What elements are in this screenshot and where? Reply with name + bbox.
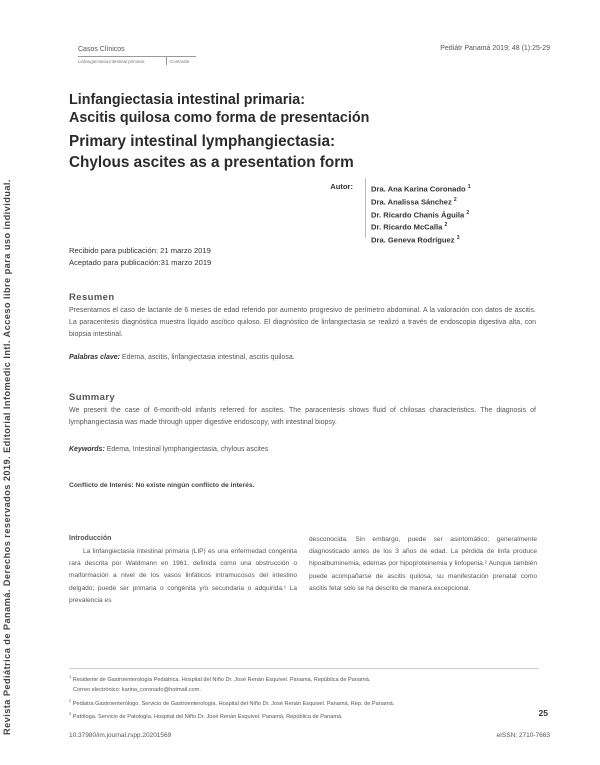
keywords-label: Palabras clave: — [69, 354, 120, 361]
eissn: eISSN: 2710-7663 — [496, 732, 550, 739]
title-en-line2: Chylous ascites as a presentation form — [69, 154, 354, 171]
resumen-text: Presentamos el caso de lactante de 6 meses de edad referido por aumento progresivo de perímetro abdominal. A la valoración con datos de ascitis. La paracentesis diagnóstica muestra líquido ascítico quiloso. El diagnóstico de linfangiectasia se realizó a través de endoscopia digestiva alta, con biopsia intestinal. — [69, 307, 536, 338]
title-es-line2: Ascitis quilosa como forma de presentación — [69, 110, 370, 126]
footnote-item: Correo electrónico: karina_coronado@hotmail.com. — [73, 687, 201, 694]
author-item: Dr. Ricardo McCalla $^2$ — [371, 222, 448, 233]
keywords-text: Edema, Intestinal lymphangiectasia, chylous ascites — [104, 446, 269, 453]
summary-heading: Summary — [69, 392, 116, 403]
intro-paragraph: desconocida. Sin embargo, puede ser asintomático; generalmente diagnosticado antes de los 3 años de edad. La pérdida de linfa produce hipoalbuminemia, edemas por hipoproteinemia y linfopenia.² Aunque también puede acompañarse de ascitis quilosa, su manifestación prenatal como ascitis fetal sólo se ha descrito de manera excepcional. — [309, 536, 537, 592]
copyright-sidebar: Revista Pediátrica de Panamá. Derechos reservados 2019. Editorial Infomedic Intl. Acceso libre para uso individual. — [2, 179, 12, 735]
resumen-keywords — [69, 354, 295, 361]
keywords-text: Edema, ascitis, linfangiectasia intestinal, ascitis quilosa. — [119, 354, 295, 361]
title-es-line1: Linfangiectasia intestinal primaria: — [69, 92, 305, 108]
resumen-heading: Resumen — [69, 292, 115, 303]
author-label: Autor: — [330, 182, 353, 191]
intro-column-1 — [69, 546, 297, 607]
intro-column-2 — [309, 534, 537, 595]
journal-reference: Pediátr Panamá 2019; 48 (1):25-29 — [440, 45, 550, 52]
author-list — [371, 182, 471, 246]
doi: 10.37980/im.journal.rspp.20201569 — [69, 732, 172, 739]
publication-dates — [69, 245, 211, 268]
title-en-line1: Primary intestinal lymphangiectasia: — [69, 133, 336, 150]
author-item: Dr. Ricardo Chanis Águila $^2$ — [371, 209, 470, 220]
accepted-date: Aceptado para publicación:31 marzo 2019 — [69, 257, 212, 267]
keywords-label: Keywords: — [69, 446, 105, 453]
footnote-item: $^1$ Residente de Gastroenterología Pediátrica. Hospital del Niño Dr. José Renán Esquivel. Panamá, República de Panamá. — [69, 674, 371, 683]
conflict-statement: Conflicto de Interés: No existe ningún conflicto de interés. — [69, 482, 255, 489]
footnote-item: $^3$ Patóloga. Servicio de Patología. Hospital del Niño Dr. José Renán Esquivel. Panamá, República de Panamá. — [69, 710, 343, 720]
author-item: Dra. Ana Karina Coronado $^1$ — [371, 184, 471, 194]
footnotes — [69, 672, 539, 722]
author-divider — [365, 178, 366, 238]
author-item: Dra. Geneva Rodríguez $^3$ — [371, 235, 460, 245]
summary-text: We present the case of 6-month-old infants referred for ascites. The paracentesis shows fluid of chilosas characteristics. The diagnosis of lymphangiectasia was made through upper digestive endoscopy, with intestinal biopsy. — [69, 407, 536, 426]
intro-paragraph: La linfangiectasia intestinal primaria (LIP) es una enfermedad congénita rara descrita por Waldmann en 1961, definida como una obstrucción o malformación a nivel de los vasos linfáticos intramucosos del intestino delgado; puede ser primaria o congénita y/o secundaria o adquirida.¹ La prevalencia es — [69, 548, 297, 604]
header-divider — [166, 57, 167, 65]
running-type: Contraste — [170, 59, 190, 64]
page-number: 25 — [538, 708, 548, 718]
author-item: Dra. Analissa Sánchez $^2$ — [371, 196, 457, 207]
footnote-divider — [69, 668, 539, 669]
summary-keywords — [69, 446, 268, 453]
title-english — [69, 131, 354, 173]
received-date: Recibido para publicación: 21 marzo 2019 — [69, 246, 211, 255]
running-title: Linfangiectasia intestinal primaria — [78, 56, 196, 64]
footnote-item: $^2$ Pediatra Gastroenterólogo. Servicio de Gastroenterología. Hospital del Niño Dr. José Renán Esquivel. Panamá, Rep. de Panamá. — [69, 697, 395, 707]
title-spanish — [69, 91, 369, 127]
intro-heading: Introducción — [69, 535, 112, 542]
section-label: Casos Clínicos — [78, 46, 125, 53]
